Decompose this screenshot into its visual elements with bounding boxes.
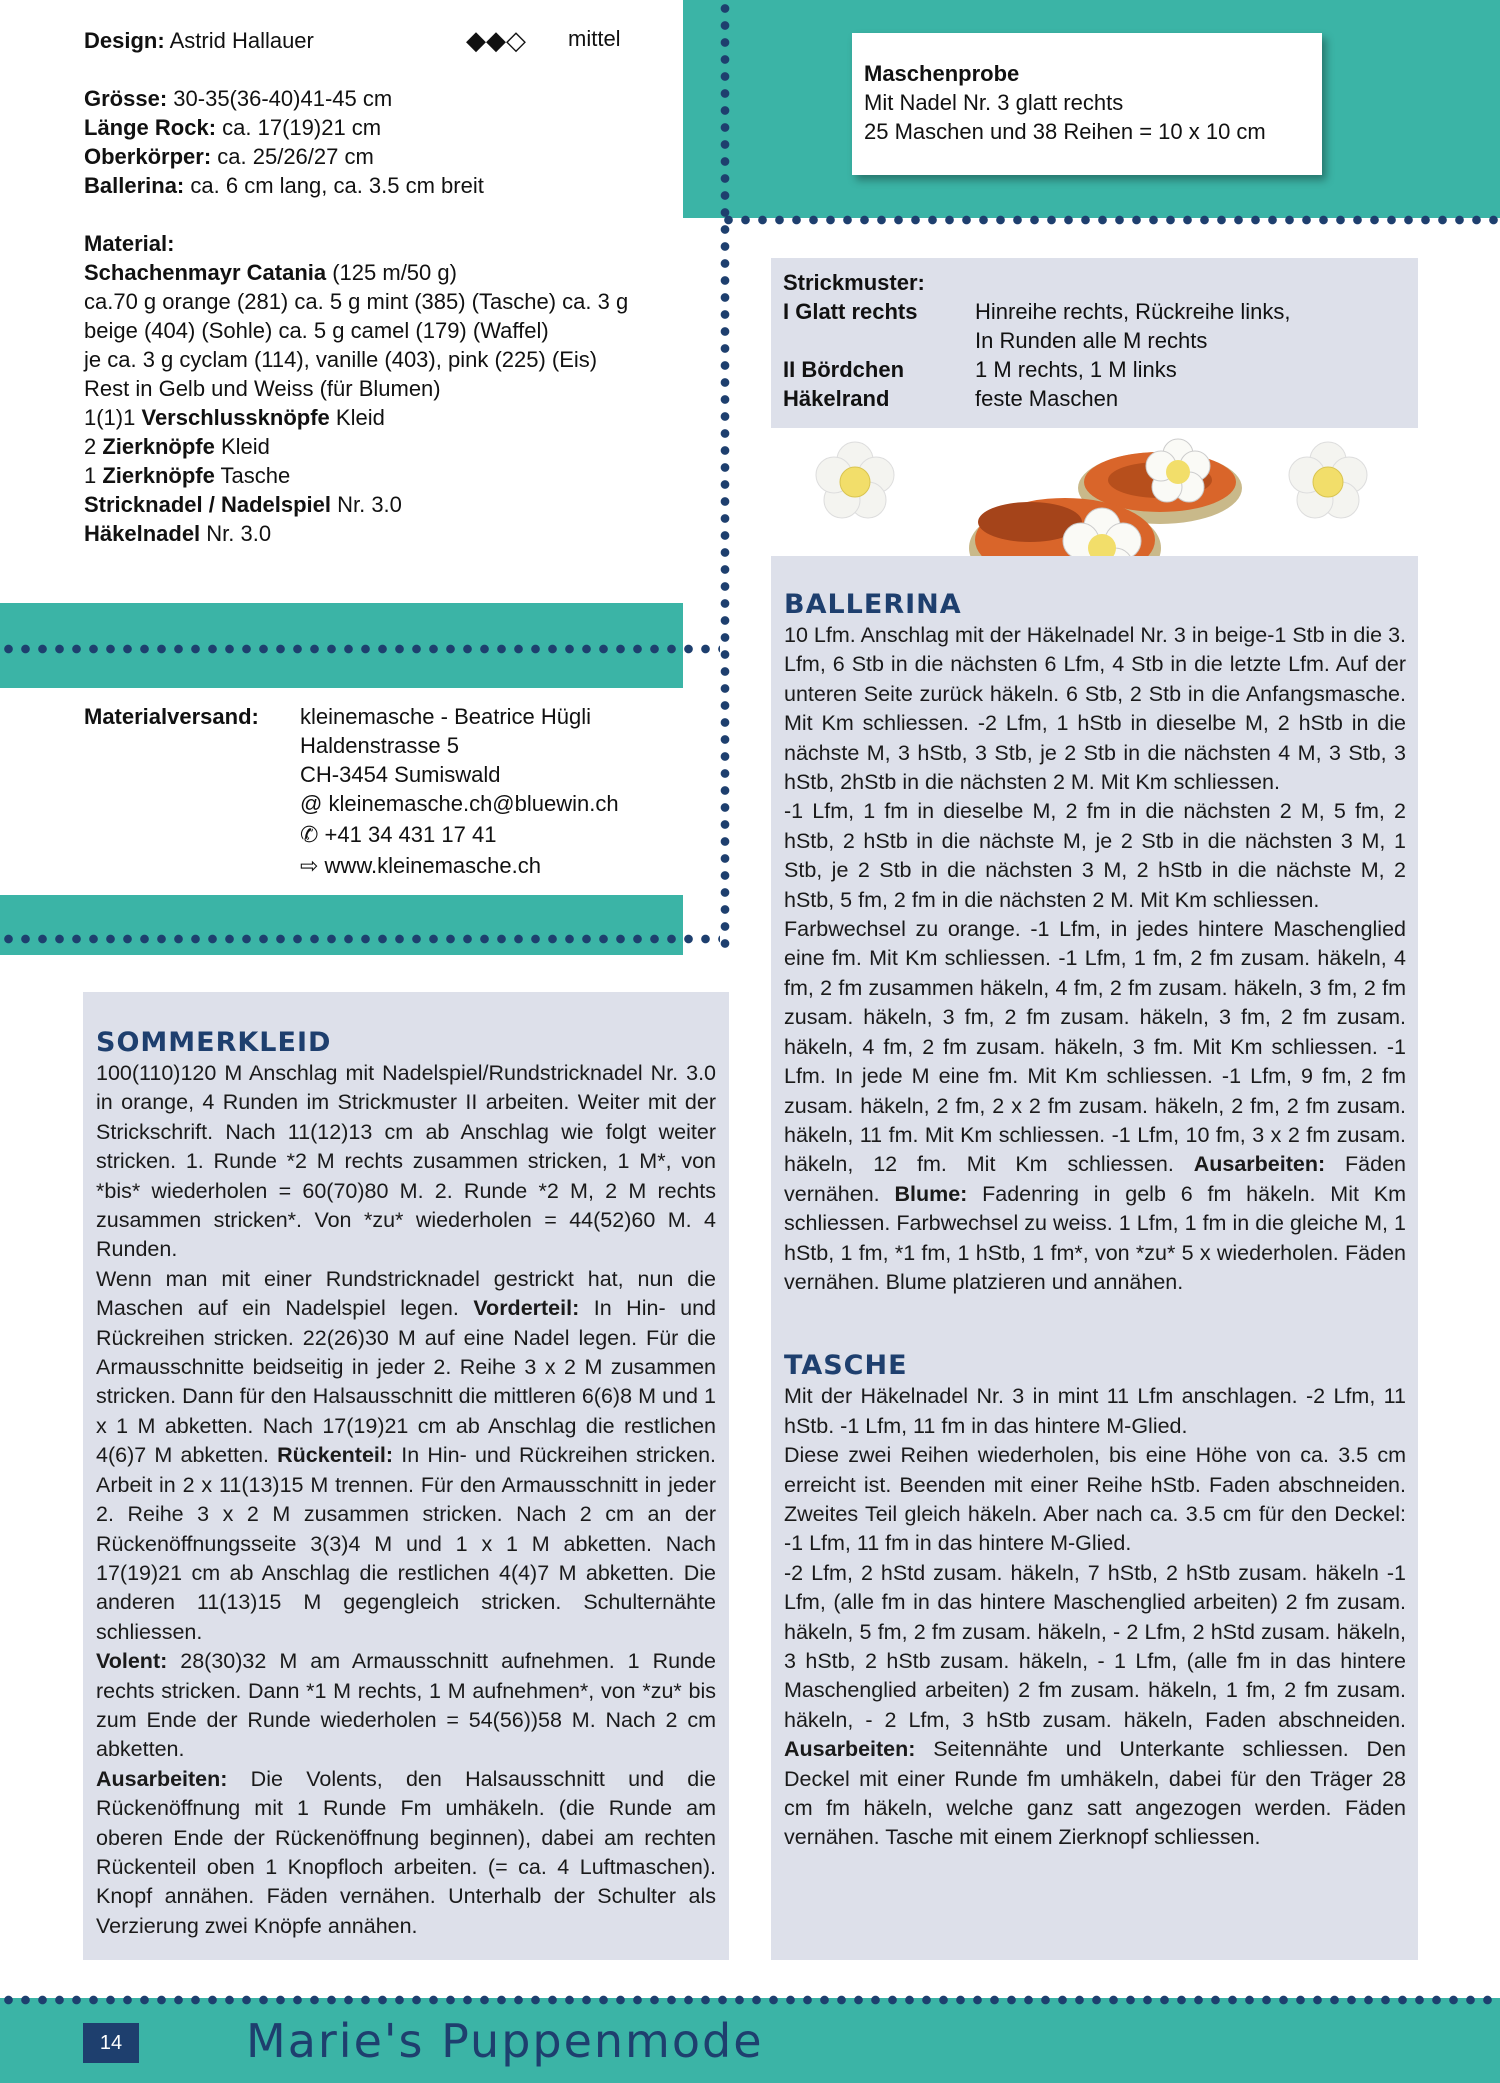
pattern-row: Häkelrand feste Maschen [783,386,1119,411]
right-instructions-panel [771,556,1418,1960]
info-panel [0,0,683,603]
sommerkleid-title: SOMMERKLEID [96,1027,332,1058]
page-number: 14 [83,2023,139,2063]
tasche-title: TASCHE [784,1350,908,1382]
flower-right [1289,442,1367,518]
design-row [84,26,683,70]
supplier-label: Materialversand: [84,704,259,729]
dotted-divider-left-1 [0,644,720,654]
supplier-email[interactable]: @ kleinemasche.ch@bluewin.ch [300,791,619,816]
gauge-box [852,33,1322,175]
material-line: je ca. 3 g cyclam (114), vanille (403), pink (225) (Eis) [84,347,598,372]
material-line: 2 Zierknöpfe Kleid [84,434,270,459]
material-line: 1 Zierknöpfe Tasche [84,463,291,488]
material-line: Rest in Gelb und Weiss (für Blumen) [84,376,441,401]
material-line: Stricknadel / Nadelspiel Nr. 3.0 [84,492,402,517]
pattern-title: Strickmuster: [783,270,925,295]
size-row: Oberkörper: ca. 25/26/27 cm [84,144,374,169]
tasche-text: Mit der Häkelnadel Nr. 3 in mint 11 Lfm anschlagen. -2 Lfm, 11 hStb. -1 Lfm, 11 fm in das hintere M-Glied. Diese zwei Reihen wiederholen, bis eine Höhe von ca. 3.5 cm erreicht ist. Beenden mit einer Reihe hStb. Faden abschneiden. Zweites Teil gleich häkeln. Aber nach ca. 3.5 cm für den Deckel: -1 Lfm, 11 fm in das hintere M-Glied. -2 Lfm, 2 hStd zusam. häkeln, 7 hStb, 2 hStb zusam. häkeln -1 Lfm, (alle fm in das hintere Maschenglied arbeiten) 2 fm zusam. häkeln, 5 fm, 2 fm zusam. häkeln, - 2 Lfm, 2 hStd zusam. häkeln, 3 hStb, 2 hStb zusam. häkeln, - 1 Lfm, (alle fm in das hintere Maschenglied arbeiten) 2 fm zusam. häkeln, 1 fm, 2 fm zusam. häkeln, - 2 Lfm, 3 hStb zusam. häkeln, Faden abschneiden. Ausarbeiten: Seitennähte und Unterkante schliessen. Den Deckel mit einer Runde fm umhäkeln, dabei für den Träger 28 cm fm häkeln, welche ganz satt angezogen werden. Fäden vernähen. Tasche mit einem Zierknopf schliessen. [784,1384,1406,1850]
supplier-website[interactable]: ⇨ www.kleinemasche.ch [300,853,541,878]
design-label: Design: [84,28,165,53]
ballerina-text: 10 Lfm. Anschlag mit der Häkelnadel Nr. 3 in beige-1 Stb in die 3. Lfm, 6 Stb in die nächsten 6 Lfm, 4 Stb in die letzte Lfm. Auf der unteren Seite zurück häkeln. 6 Stb, 2 Stb in die Anfangsmasche. Mit Km schliessen. -2 Lfm, 1 hStb in dieselbe M, 2 hStb in die nächste M, 3 hStb, 3 Stb, je 2 Stb in die nächsten 4 M, 3 Stb, 3 hStb, 2hStb in die nächsten 2 M. Mit Km schliessen. -1 Lfm, 1 fm in dieselbe M, 2 fm in die nächsten 2 M, 5 fm, 2 hStb, 2 hStb in die nächste M, je 2 Stb in die nächsten 3 M, 1 Stb, je 2 Stb in die nächsten 3 M, 2 hStb in die nächste M, 2 hStb, 5 fm, 2 fm in die nächsten 2 M. Mit Km schliessen. Farbwechsel zu orange. -1 Lfm, in jedes hintere Maschenglied eine fm. Mit Km schliessen. -1 Lfm, 1 fm, 2 fm zusam. häkeln, 4 fm, 2 fm zusammen häkeln, 4 fm, 2 fm zusam. häkeln, 3 fm, 2 fm zusam. häkeln, 3 fm, 2 fm zusam. häkeln, 3 fm, 2 fm zusam. häkeln, 4 fm, 2 fm zusam. häkeln, 3 fm. Mit Km schliessen. -1 Lfm. In jede M eine fm. Mit Km schliessen. -1 Lfm, 9 fm, 2 fm zusam. häkeln, 2 fm, 2 x 2 fm zusam. häkeln, 2 fm, 2 fm zusam. häkeln, 11 fm. Mit Km schliessen. -1 Lfm, 10 fm, 3 x 2 fm zusam. häkeln, 12 fm. Mit Km schliessen. Ausarbeiten: Fäden vernähen. Blume: Fadenring in gelb 6 fm häkeln. Mit Km schliessen. Farbwechsel zu weiss. 1 Lfm, 1 fm in die gleiche M, 1 hStb, 1 fm, *1 fm, 1 hStb, 1 fm*, von *zu* 5 x wiederholen. Fäden vernähen. Blume platzieren und annähen. [784,623,1406,1294]
supplier-phone: ✆ +41 34 431 17 41 [300,822,497,847]
pattern-row: II Bördchen 1 M rechts, 1 M links [783,357,1177,382]
gauge-line: Mit Nadel Nr. 3 glatt rechts [864,90,1124,115]
material-line: 1(1)1 Verschlussknöpfe Kleid [84,405,385,430]
gauge-title: Maschenprobe [864,61,1020,86]
dotted-divider-left-2 [0,934,720,944]
size-row: Ballerina: ca. 6 cm lang, ca. 3.5 cm breit [84,173,484,198]
designer-name: Astrid Hallauer [169,28,314,53]
sommerkleid-text: 100(110)120 M Anschlag mit Nadelspiel/Rundstricknadel Nr. 3.0 in orange, 4 Runden im Strickmuster II arbeiten. Weiter mit der Strickschrift. Nach 11(12)13 cm ab Anschlag wie folgt weiter stricken. 1. Runde *2 M rechts zusammen stricken, 1 M*, von *bis* wiederholen = 60(70)80 M. 2. Runde *2 M, 2 M rechts zusammen stricken*. Von *zu* wiederholen = 44(52)60 M. 4 Runden. Wenn man mit einer Rundstricknadel gestrickt hat, nun die Maschen auf ein Nadelspiel legen. Vorderteil: In Hin- und Rückreihen stricken. 22(26)30 M auf eine Nadel legen. Für die Armausschnitte beidseitig in jeder 2. Reihe 3 x 2 M zusammen stricken. Dann für den Halsausschnitt die mittleren 6(6)8 M und 1 x 1 M abketten. Nach 17(19)21 cm ab Anschlag die restlichen 4(6)7 M abketten. Rückenteil: In Hin- und Rückreihen stricken. Arbeit in 2 x 11(13)15 M trennen. Für den Armausschnitt in jeder 2. Reihe 3 x 2 M zusammen stricken. Nach 2 cm an der Rückenöffnungsseite 3(3)4 M und 1 x 1 M abketten. Nach 17(19)21 cm ab Anschlag die restlichen 4(4)7 M abketten. Die anderen 11(13)15 M gegengleich stricken. Schulternähte schliessen. Volent: 28(30)32 M am Armausschnitt aufnehmen. 1 Runde rechts stricken. Dann *1 M rechts, 1 M aufnehmen*, von *zu* bis zum Ende der Runde wiederholen = 54(56))58 M. Nach 2 cm abketten. Ausarbeiten: Die Volents, den Halsausschnitt und die Rückenöffnung mit 1 Runde Fm umhäkeln. (die Runde am oberen Ende der Rückenöffnung beginnen), dabei am rechten Rückenteil oben 1 Knopfloch arbeiten. (= ca. 4 Luftmaschen). Knopf annähen. Fäden vernähen. Unterhalb der Schulter als Verzierung zwei Knöpfe annähen. [96,1061,717,1938]
dotted-divider-footer [0,1995,1500,2005]
sommerkleid-panel [83,992,729,1960]
flower-left [816,442,894,518]
difficulty-label: mittel [568,26,621,51]
material-line: beige (404) (Sohle) ca. 5 g camel (179) (Waffel) [84,318,549,343]
pattern-box [771,258,1418,428]
material-line: Häkelnadel Nr. 3.0 [84,521,272,546]
flower-shoe-back [1146,439,1210,502]
supplier-address: kleinemasche - Beatrice Hügli Haldenstrasse 5 CH-3454 Sumiswald @ kleinemasche.ch@bluewin.ch ✆ +41 34 431 17 41 ⇨ www.kleinemasche.ch [300,704,619,878]
material-heading: Material: [84,231,175,256]
magazine-title: Marie's Puppenmode [246,2014,764,2068]
size-row: Länge Rock: ca. 17(19)21 cm [84,115,382,140]
pattern-row: In Runden alle M rechts [975,328,1208,353]
material-yarn: Schachenmayr Catania (125 m/50 g) [84,260,457,285]
difficulty-icons: ◆◆◇ [466,26,526,56]
material-line: ca.70 g orange (281) ca. 5 g mint (385) (Tasche) ca. 3 g [84,289,629,314]
dotted-divider-top-right [720,215,1500,225]
ballerina-title: BALLERINA [784,589,962,620]
gauge-line: 25 Maschen und 38 Reihen = 10 x 10 cm [864,119,1266,144]
supplier-panel [0,688,683,895]
teal-band-left-2 [0,895,683,955]
dotted-divider-vertical [720,0,730,955]
size-row: Grösse: 30-35(36-40)41-45 cm [84,86,393,111]
pattern-row: I Glatt rechts Hinreihe rechts, Rückreihe links, [783,299,1291,324]
